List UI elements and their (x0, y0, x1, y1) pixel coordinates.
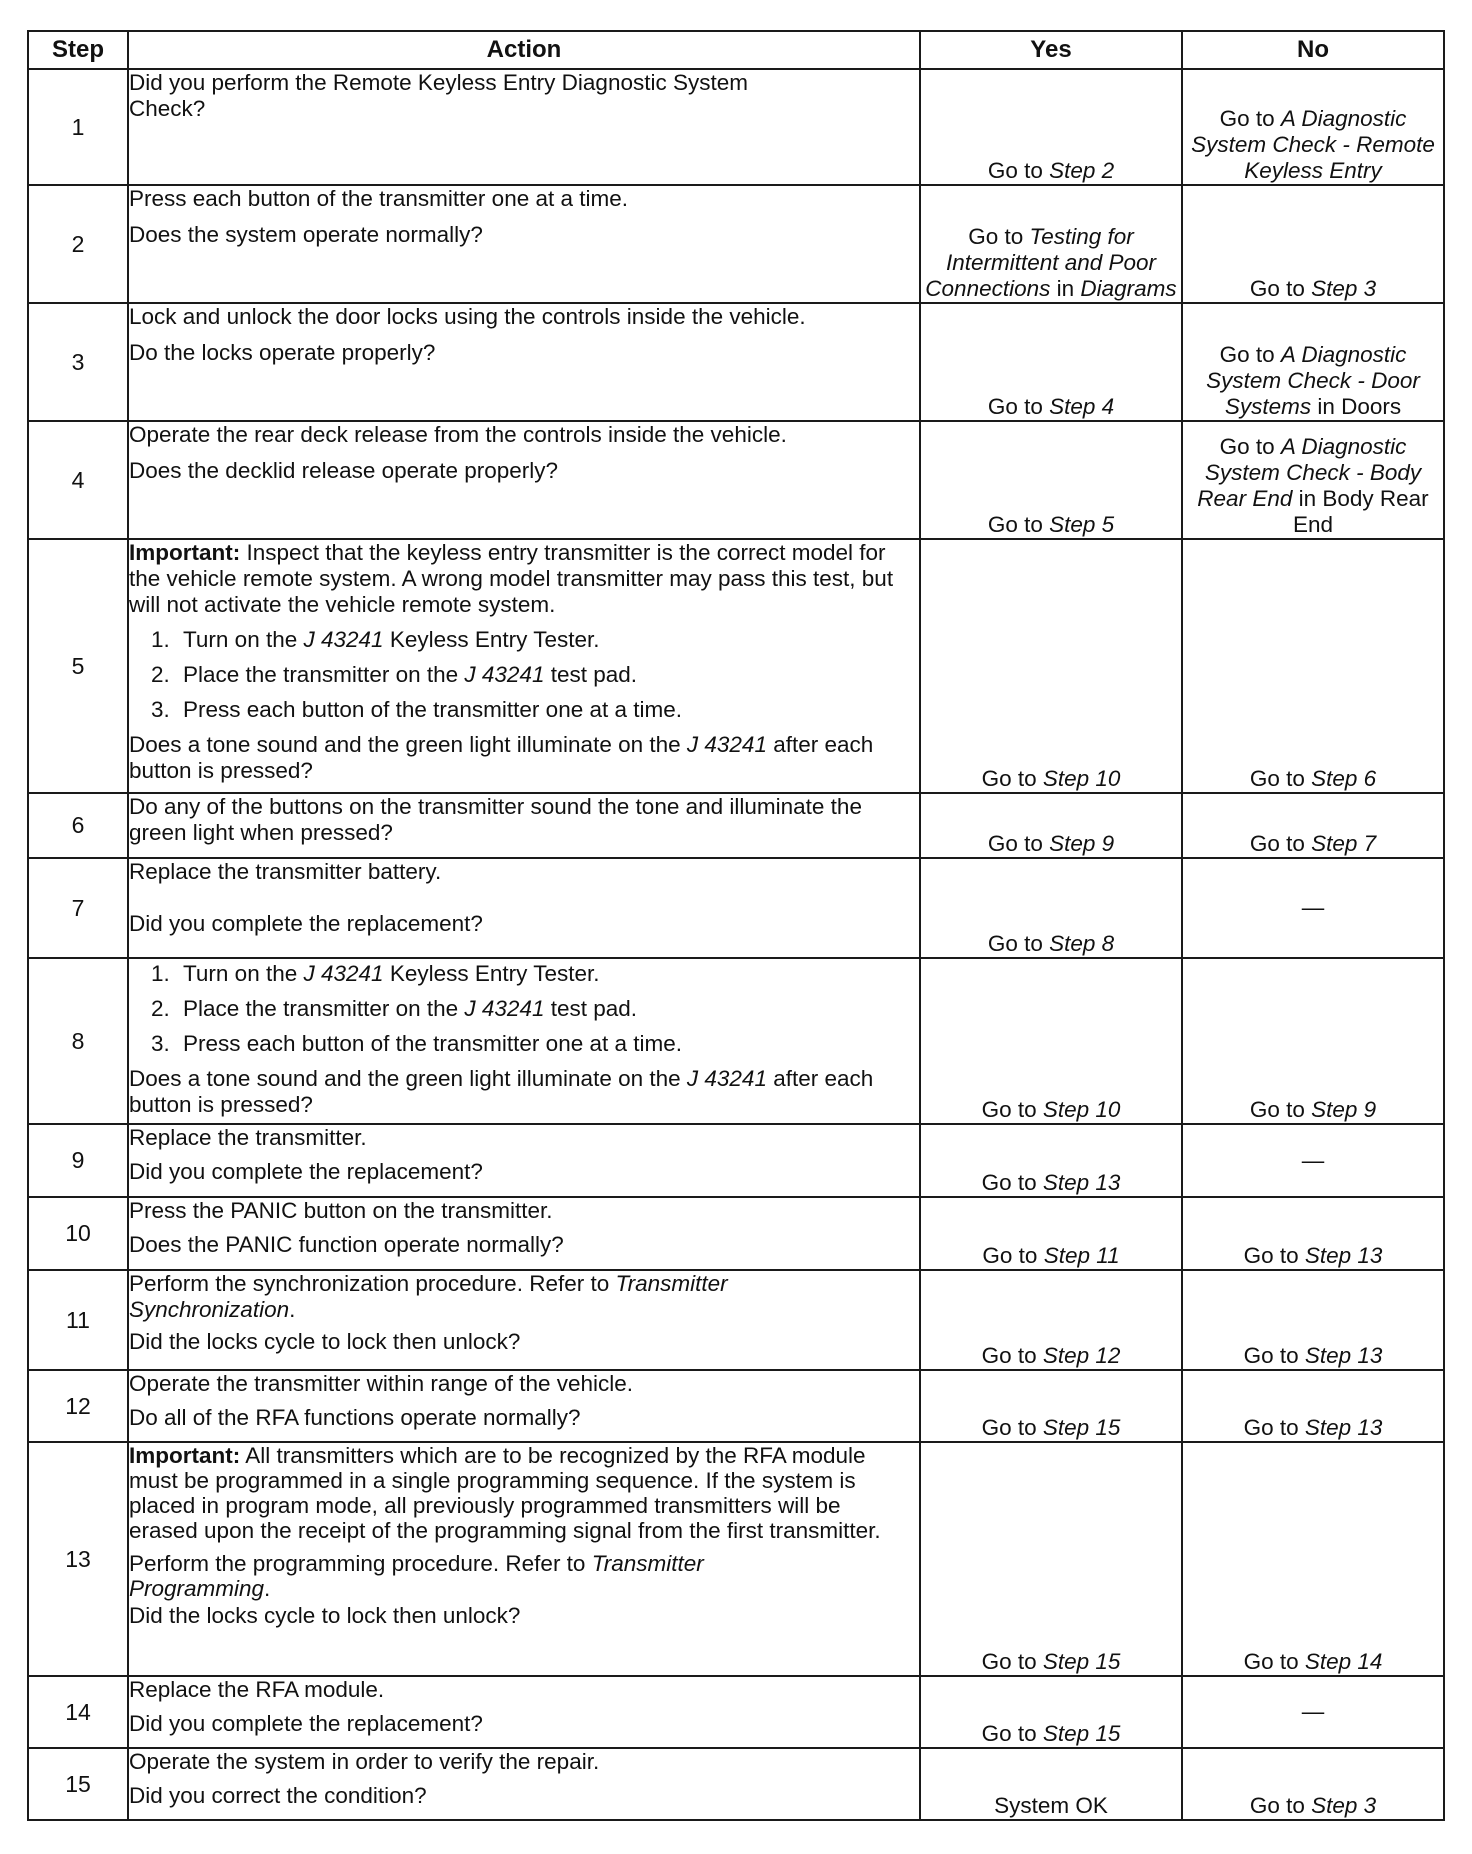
substep-number: 1. (151, 961, 170, 986)
action-text: Operate the transmitter within range of the vehicle. (129, 1371, 634, 1396)
tool-reference: J 43241 (303, 627, 384, 652)
no-cell (1182, 958, 1444, 1124)
action-question: Does the PANIC function operate normally? (129, 1232, 564, 1257)
substep-text: Press each button of the transmitter one at a time. (183, 1031, 683, 1056)
list-item (151, 996, 919, 1022)
yes-prefix: Go to (981, 1721, 1043, 1746)
substep-text: Place the transmitter on the (183, 996, 465, 1021)
no-cell (1182, 69, 1444, 185)
no-cell (1182, 793, 1444, 858)
no-link: Step 6 (1311, 766, 1377, 791)
step-number: 5 (28, 539, 128, 793)
no-prefix: Go to (1249, 276, 1312, 301)
substep-text: Keyless Entry Tester. (383, 961, 600, 986)
header-action: Action (128, 31, 920, 69)
yes-link: Step 15 (1042, 1415, 1121, 1440)
list-item (151, 627, 919, 653)
table-row (28, 1442, 1444, 1676)
yes-cell (920, 1370, 1182, 1442)
action-text: Lock and unlock the door locks using the controls inside the vehicle. (129, 304, 806, 329)
yes-prefix: Go to (987, 394, 1050, 419)
yes-link: Step 4 (1049, 394, 1115, 419)
substep-text: Place the transmitter on the (183, 662, 465, 687)
substep-number: 3. (151, 1031, 170, 1056)
procedure-reference: Transmitter Synchronization (129, 1271, 728, 1322)
action-question: Does the decklid release operate properly? (129, 458, 559, 483)
action-text: Do any of the buttons on the transmitter sound the tone and illuminate the green light when pressed? (129, 794, 862, 845)
yes-prefix: Go to (981, 1097, 1043, 1122)
step-number: 9 (28, 1124, 128, 1197)
yes-prefix: Go to (987, 512, 1050, 537)
table-row (28, 421, 1444, 539)
no-suffix: in Body Rear End (1292, 486, 1429, 537)
yes-prefix: Go to (981, 766, 1043, 791)
action-cell (128, 1370, 920, 1442)
diagnostic-table (27, 30, 1445, 1821)
dash-mark: — (1301, 1147, 1325, 1173)
no-suffix: in Doors (1311, 394, 1402, 419)
yes-cell (920, 1748, 1182, 1820)
yes-prefix: Go to (987, 831, 1050, 856)
action-cell (128, 1270, 920, 1370)
action-cell (128, 303, 920, 421)
no-cell (1182, 1676, 1444, 1748)
action-question: Did you correct the condition? (129, 1783, 427, 1808)
action-cell (128, 539, 920, 793)
action-text (129, 1271, 919, 1323)
yes-cell (920, 958, 1182, 1124)
yes-prefix: Go to (981, 1649, 1043, 1674)
action-text: Press the PANIC button on the transmitter. (129, 1198, 553, 1223)
action-question: Does the system operate normally? (129, 222, 483, 247)
yes-cell (920, 69, 1182, 185)
action-cell (128, 793, 920, 858)
action-question: Did you complete the replacement? (129, 911, 483, 936)
question-text: Does a tone sound and the green light illuminate on the (129, 732, 687, 757)
yes-cell (920, 303, 1182, 421)
yes-link-2: Diagrams (1080, 276, 1177, 301)
table-row (28, 1676, 1444, 1748)
yes-cell (920, 1270, 1182, 1370)
substep-text: Turn on the (183, 961, 304, 986)
step-number: 4 (28, 421, 128, 539)
table-row (28, 793, 1444, 858)
action-question: Did you complete the replacement? (129, 1711, 483, 1736)
step-number: 10 (28, 1197, 128, 1270)
table-row (28, 69, 1444, 185)
yes-link: Step 13 (1042, 1170, 1121, 1195)
no-cell (1182, 539, 1444, 793)
table-row (28, 1748, 1444, 1820)
yes-link: Testing for Intermittent and Poor Connections (925, 224, 1157, 301)
yes-link: Step 10 (1042, 766, 1121, 791)
action-text-part: . (264, 1576, 271, 1601)
step-number: 8 (28, 958, 128, 1124)
header-row (28, 31, 1444, 69)
action-cell (128, 1124, 920, 1197)
step-number: 15 (28, 1748, 128, 1820)
yes-cell (920, 1124, 1182, 1197)
no-link: Step 3 (1311, 276, 1377, 301)
yes-link: Step 9 (1049, 831, 1115, 856)
action-text (129, 1551, 919, 1601)
action-cell (128, 1442, 920, 1676)
substep-text: Press each button of the transmitter one at a time. (183, 697, 683, 722)
action-text: Replace the RFA module. (129, 1677, 385, 1702)
yes-cell (920, 1197, 1182, 1270)
no-link: Step 7 (1311, 831, 1377, 856)
action-question: Did the locks cycle to lock then unlock? (129, 1603, 521, 1628)
no-prefix: Go to (1243, 1243, 1305, 1268)
no-prefix: Go to (1219, 106, 1281, 131)
important-note (129, 540, 919, 618)
no-link: A Diagnostic System Check - Body Rear End (1197, 434, 1422, 511)
substep-list (151, 627, 919, 723)
yes-cell (920, 185, 1182, 303)
action-text-part: Perform the synchronization procedure. Refer to (129, 1271, 616, 1296)
no-prefix: Go to (1243, 1343, 1305, 1368)
no-prefix: Go to (1243, 1649, 1305, 1674)
no-link: Step 13 (1304, 1343, 1383, 1368)
no-cell (1182, 1370, 1444, 1442)
yes-cell (920, 539, 1182, 793)
list-item (151, 961, 919, 987)
no-link: Step 13 (1304, 1415, 1383, 1440)
yes-prefix: Go to (981, 1170, 1043, 1195)
action-question (129, 732, 919, 784)
action-cell (128, 1748, 920, 1820)
no-cell (1182, 421, 1444, 539)
list-item (151, 697, 919, 723)
table-row (28, 958, 1444, 1124)
no-cell (1182, 1197, 1444, 1270)
question-text: Does a tone sound and the green light illuminate on the (129, 1066, 687, 1091)
table-row (28, 185, 1444, 303)
action-cell (128, 421, 920, 539)
substep-text: test pad. (544, 996, 638, 1021)
table-row (28, 539, 1444, 793)
procedure-reference: Transmitter Programming (129, 1551, 704, 1601)
yes-prefix: Go to (981, 1415, 1043, 1440)
no-link: A Diagnostic System Check - Remote Keyless Entry (1191, 106, 1435, 183)
yes-cell (920, 858, 1182, 958)
action-question: Did you complete the replacement? (129, 1159, 483, 1184)
yes-link: Step 8 (1049, 931, 1115, 956)
no-prefix: Go to (1249, 831, 1312, 856)
yes-link: Step 2 (1049, 158, 1115, 183)
no-prefix: Go to (1243, 1415, 1305, 1440)
yes-result: System OK (994, 1793, 1108, 1818)
yes-prefix: Go to (968, 224, 1030, 249)
important-text: All transmitters which are to be recognized by the RFA module must be programmed in a single programming sequence. If the system is placed in program mode, all previously programmed transmitters will be erased upon the receipt of the programming signal from the first transmitter. (129, 1443, 881, 1543)
no-prefix: Go to (1249, 766, 1312, 791)
table-row (28, 303, 1444, 421)
action-text: Operate the system in order to verify the repair. (129, 1749, 600, 1774)
important-label: Important: (129, 1443, 241, 1468)
action-cell (128, 958, 920, 1124)
yes-mid: in (1050, 276, 1081, 301)
no-cell (1182, 1442, 1444, 1676)
yes-prefix: Go to (987, 158, 1050, 183)
substep-number: 1. (151, 627, 170, 652)
no-cell (1182, 1270, 1444, 1370)
no-cell (1182, 185, 1444, 303)
question-text: after each button is pressed? (129, 1066, 874, 1117)
step-number: 11 (28, 1270, 128, 1370)
step-number: 14 (28, 1676, 128, 1748)
action-text-part: Perform the programming procedure. Refer to (129, 1551, 592, 1576)
tool-reference: J 43241 (686, 1066, 767, 1091)
action-question: Do the locks operate properly? (129, 340, 436, 365)
tool-reference: J 43241 (686, 732, 767, 757)
action-cell (128, 69, 920, 185)
table-row (28, 1124, 1444, 1197)
substep-number: 2. (151, 996, 170, 1021)
yes-prefix: Go to (987, 931, 1050, 956)
list-item (151, 1031, 919, 1057)
step-number: 6 (28, 793, 128, 858)
table-row (28, 1370, 1444, 1442)
action-text: Press each button of the transmitter one at a time. (129, 186, 629, 211)
header-no: No (1182, 31, 1444, 69)
action-cell (128, 858, 920, 958)
yes-link: Step 11 (1043, 1243, 1120, 1268)
no-cell (1182, 1748, 1444, 1820)
dash-mark: — (1301, 1699, 1325, 1724)
important-note (129, 1443, 919, 1543)
dash-mark: — (1301, 895, 1325, 920)
no-link: Step 9 (1311, 1097, 1377, 1122)
important-label: Important: (129, 540, 241, 565)
action-text: Did you perform the Remote Keyless Entry Diagnostic System Check? (129, 70, 748, 121)
action-text: Operate the rear deck release from the controls inside the vehicle. (129, 422, 787, 447)
substep-list (151, 961, 919, 1057)
step-number: 7 (28, 858, 128, 958)
action-question: Did the locks cycle to lock then unlock? (129, 1329, 521, 1354)
table-row (28, 1270, 1444, 1370)
step-number: 3 (28, 303, 128, 421)
yes-link: Step 15 (1042, 1649, 1121, 1674)
substep-number: 2. (151, 662, 170, 687)
tool-reference: J 43241 (464, 662, 545, 687)
tool-reference: J 43241 (464, 996, 545, 1021)
yes-link: Step 5 (1049, 512, 1115, 537)
action-cell (128, 185, 920, 303)
no-cell (1182, 1124, 1444, 1197)
yes-link: Step 10 (1042, 1097, 1121, 1122)
yes-prefix: Go to (982, 1243, 1044, 1268)
no-prefix: Go to (1249, 1793, 1312, 1818)
header-step: Step (28, 31, 128, 69)
action-text: Replace the transmitter. (129, 1125, 367, 1150)
no-prefix: Go to (1249, 1097, 1312, 1122)
no-link: A Diagnostic System Check - Door Systems (1206, 342, 1420, 419)
no-link: Step 13 (1304, 1243, 1383, 1268)
no-prefix: Go to (1219, 434, 1281, 459)
substep-text: Turn on the (183, 627, 304, 652)
yes-cell (920, 793, 1182, 858)
no-cell (1182, 303, 1444, 421)
action-text-part: . (289, 1297, 296, 1322)
table-row (28, 858, 1444, 958)
step-number: 2 (28, 185, 128, 303)
step-number: 12 (28, 1370, 128, 1442)
step-number: 1 (28, 69, 128, 185)
header-yes: Yes (920, 31, 1182, 69)
yes-link: Step 12 (1042, 1343, 1121, 1368)
action-text: Replace the transmitter battery. (129, 859, 442, 884)
yes-cell (920, 1676, 1182, 1748)
no-link: Step 3 (1311, 1793, 1377, 1818)
substep-number: 3. (151, 697, 170, 722)
substep-text: test pad. (544, 662, 638, 687)
yes-cell (920, 421, 1182, 539)
yes-prefix: Go to (981, 1343, 1043, 1368)
tool-reference: J 43241 (303, 961, 384, 986)
no-link: Step 14 (1304, 1649, 1383, 1674)
yes-link: Step 15 (1042, 1721, 1121, 1746)
step-number: 13 (28, 1442, 128, 1676)
action-question (129, 1066, 919, 1118)
important-text: Inspect that the keyless entry transmitter is the correct model for the vehicle remote system. A wrong model transmitter may pass this test, but will not activate the vehicle remote system. (129, 540, 894, 617)
action-cell (128, 1197, 920, 1270)
action-cell (128, 1676, 920, 1748)
question-text: after each button is pressed? (129, 732, 874, 783)
table-row (28, 1197, 1444, 1270)
yes-cell (920, 1442, 1182, 1676)
action-question: Do all of the RFA functions operate normally? (129, 1405, 581, 1430)
no-prefix: Go to (1219, 342, 1281, 367)
substep-text: Keyless Entry Tester. (383, 627, 600, 652)
no-cell (1182, 858, 1444, 958)
list-item (151, 662, 919, 688)
